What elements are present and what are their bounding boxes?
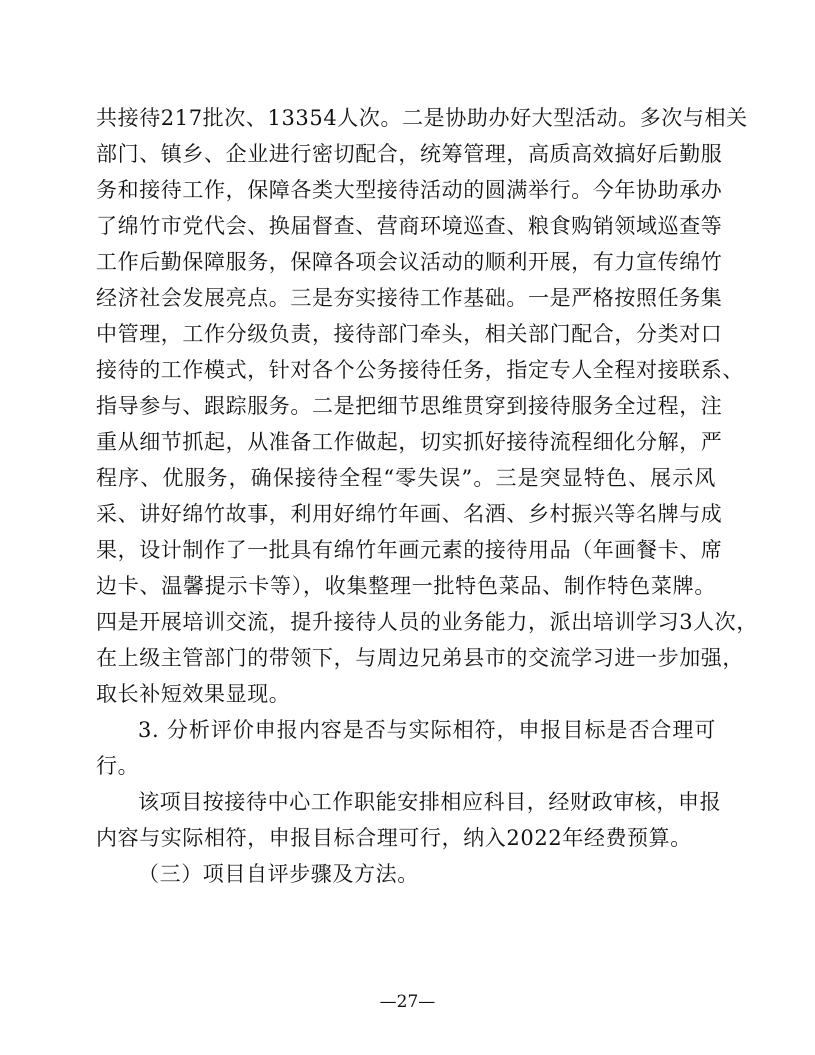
body-line: 指导参与、跟踪服务。二是把细节思维贯穿到接待服务全过程，注 [96, 394, 723, 418]
section-3-heading: 3. 分析评价申报内容是否与实际相符，申报目标是否合理可 [138, 718, 716, 742]
body-line: 重从细节抓起，从准备工作做起，切实抓好接待流程细化分解，严 [96, 430, 723, 454]
body-line: 接待的工作模式，针对各个公务接待任务，指定专人全程对接联系、 [96, 358, 744, 382]
body-line: 取长补短效果显现。 [96, 682, 291, 706]
body-line: 四是开展培训交流，提升接待人员的业务能力，派出培训学习3人次， [96, 610, 758, 634]
section-3-heading-continuation: 行。 [96, 754, 140, 778]
body-line: 共接待217批次、13354人次。二是协助办好大型活动。多次与相关 [96, 106, 748, 130]
subsection-heading: （三）项目自评步骤及方法。 [138, 862, 419, 886]
body-line: 采、讲好绵竹故事，利用好绵竹年画、名酒、乡村振兴等名牌与成 [96, 502, 723, 526]
section-3-body-line: 该项目按接待中心工作职能安排相应科目，经财政审核，申报 [138, 790, 722, 814]
body-line: 了绵竹市党代会、换届督查、营商环境巡查、粮食购销领域巡查等 [96, 214, 723, 238]
body-line: 果，设计制作了一批具有绵竹年画元素的接待用品（年画餐卡、席 [96, 538, 723, 562]
section-3-body-line: 内容与实际相符，申报目标合理可行，纳入2022年经费预算。 [96, 826, 692, 850]
body-line: 中管理，工作分级负责，接待部门牵头，相关部门配合，分类对口 [96, 322, 723, 346]
body-line: 部门、镇乡、企业进行密切配合，统筹管理，高质高效搞好后勤服 [96, 142, 723, 166]
body-line: 工作后勤保障服务，保障各项会议活动的顺利开展，有力宣传绵竹 [96, 250, 723, 274]
body-line: 在上级主管部门的带领下，与周边兄弟县市的交流学习进一步加强， [96, 646, 744, 670]
page-number: —27— [379, 992, 436, 1012]
body-line: 程序、优服务，确保接待全程“零失误”。三是突显特色、展示风 [96, 466, 716, 490]
body-line: 经济社会发展亮点。三是夯实接待工作基础。一是严格按照任务集 [96, 286, 723, 310]
body-line: 务和接待工作，保障各类大型接待活动的圆满举行。今年协助承办 [96, 178, 723, 202]
body-line: 边卡、温馨提示卡等），收集整理一批特色菜品、制作特色菜牌。 [96, 574, 716, 598]
